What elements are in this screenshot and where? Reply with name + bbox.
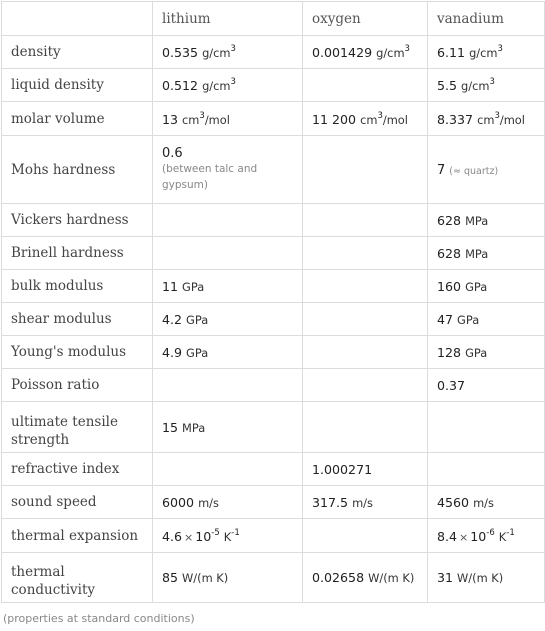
column-header-vanadium: vanadium [428, 2, 545, 36]
table-row [2, 486, 545, 519]
bulk-modulus-vanadium: 160 GPa [428, 270, 545, 303]
liquid-density-vanadium: 5.5 $g/cm^3$ [428, 69, 545, 102]
column-header-lithium: lithium [153, 2, 303, 36]
row-label-shear-modulus: shear modulus [2, 303, 153, 336]
poisson-vanadium: 0.37 [428, 369, 545, 402]
table-row [2, 336, 545, 369]
bulk-modulus-oxygen [303, 270, 428, 303]
molar-volume-oxygen: 11 200 $cm^3$/mol [303, 102, 428, 136]
vickers-lithium [153, 204, 303, 237]
row-label-brinell-hardness: Brinell hardness [2, 237, 153, 270]
vickers-vanadium: 628 MPa [428, 204, 545, 237]
thermal-expansion-vanadium: $8.4 \times 10^{-6}$ $K^{-1}$ [428, 519, 545, 553]
brinell-lithium [153, 237, 303, 270]
table-row [2, 303, 545, 336]
density-oxygen: 0.001429 $g/cm^3$ [303, 36, 428, 69]
sound-speed-lithium: 6000 m/s [153, 486, 303, 519]
youngs-modulus-vanadium: 128 GPa [428, 336, 545, 369]
refractive-vanadium [428, 453, 545, 486]
row-label-youngs-modulus: Young's modulus [2, 336, 153, 369]
shear-modulus-oxygen [303, 303, 428, 336]
row-label-density: density [2, 36, 153, 69]
refractive-oxygen: 1.000271 [303, 453, 428, 486]
shear-modulus-vanadium: 47 GPa [428, 303, 545, 336]
brinell-vanadium: 628 MPa [428, 237, 545, 270]
density-lithium: 0.535 $g/cm^3$ [153, 36, 303, 69]
tensile-lithium: 15 MPa [153, 402, 303, 453]
table-row [2, 519, 545, 553]
row-label-ultimate-tensile-strength: ultimate tensile strength [2, 402, 153, 453]
thermal-conductivity-vanadium: 31 W/(m K) [428, 553, 545, 603]
row-label-poisson-ratio: Poisson ratio [2, 369, 153, 402]
brinell-oxygen [303, 237, 428, 270]
properties-table [1, 1, 545, 603]
row-label-refractive-index: refractive index [2, 453, 153, 486]
poisson-lithium [153, 369, 303, 402]
row-label-thermal-conductivity: thermal conductivity [2, 553, 153, 603]
molar-volume-lithium: 13 $cm^3$/mol [153, 102, 303, 136]
thermal-expansion-oxygen [303, 519, 428, 553]
table-row [2, 237, 545, 270]
table-row [2, 270, 545, 303]
sound-speed-vanadium: 4560 m/s [428, 486, 545, 519]
row-label-mohs-hardness: Mohs hardness [2, 136, 153, 204]
row-label-sound-speed: sound speed [2, 486, 153, 519]
footnote: (properties at standard conditions) [3, 612, 195, 625]
youngs-modulus-lithium: 4.9 GPa [153, 336, 303, 369]
mohs-hardness-oxygen [303, 136, 428, 204]
thermal-conductivity-lithium: 85 W/(m K) [153, 553, 303, 603]
tensile-oxygen [303, 402, 428, 453]
column-header-oxygen: oxygen [303, 2, 428, 36]
molar-volume-vanadium: 8.337 $cm^3$/mol [428, 102, 545, 136]
corner-cell [2, 2, 153, 36]
vickers-oxygen [303, 204, 428, 237]
youngs-modulus-oxygen [303, 336, 428, 369]
mohs-hardness-vanadium: 7 (≈ quartz) [428, 136, 545, 204]
thermal-expansion-lithium: $4.6 \times 10^{-5}$ $K^{-1}$ [153, 519, 303, 553]
poisson-oxygen [303, 369, 428, 402]
bulk-modulus-lithium: 11 GPa [153, 270, 303, 303]
table-row [2, 136, 545, 204]
table-row [2, 69, 545, 102]
mohs-hardness-lithium: 0.6 (between talc and gypsum) [153, 136, 303, 204]
row-label-liquid-density: liquid density [2, 69, 153, 102]
table-row [2, 102, 545, 136]
table-row [2, 402, 545, 453]
table-row [2, 369, 545, 402]
shear-modulus-lithium: 4.2 GPa [153, 303, 303, 336]
liquid-density-oxygen [303, 69, 428, 102]
sound-speed-oxygen: 317.5 m/s [303, 486, 428, 519]
refractive-lithium [153, 453, 303, 486]
density-vanadium: 6.11 $g/cm^3$ [428, 36, 545, 69]
table-row [2, 553, 545, 603]
table-row [2, 453, 545, 486]
liquid-density-lithium: 0.512 $g/cm^3$ [153, 69, 303, 102]
table-row [2, 36, 545, 69]
header-row [2, 2, 545, 36]
row-label-bulk-modulus: bulk modulus [2, 270, 153, 303]
row-label-molar-volume: molar volume [2, 102, 153, 136]
row-label-thermal-expansion: thermal expansion [2, 519, 153, 553]
thermal-conductivity-oxygen: 0.02658 W/(m K) [303, 553, 428, 603]
table-row [2, 204, 545, 237]
tensile-vanadium [428, 402, 545, 453]
row-label-vickers-hardness: Vickers hardness [2, 204, 153, 237]
